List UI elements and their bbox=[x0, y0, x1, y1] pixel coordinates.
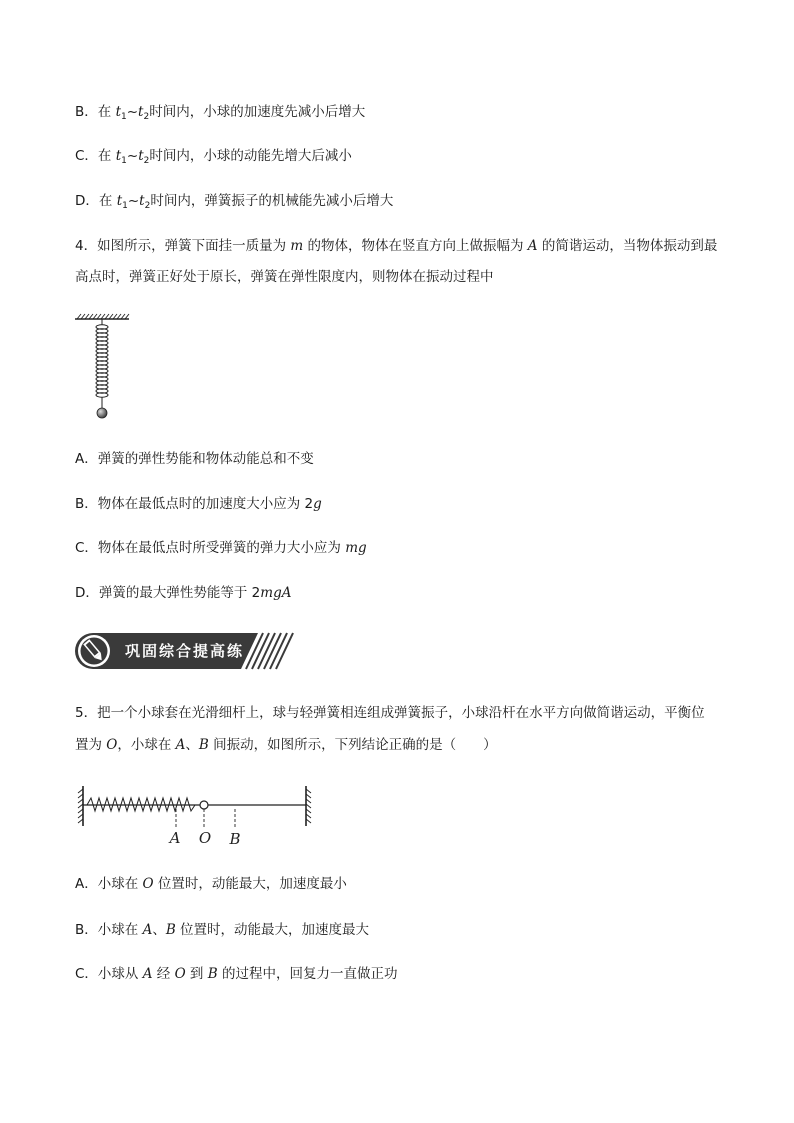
option-text: 时间内，弹簧振子的机械能先减小后增大 bbox=[150, 193, 394, 209]
q5-stem-line2 bbox=[75, 735, 497, 755]
var-a: A bbox=[527, 238, 538, 254]
var-t: t bbox=[138, 148, 144, 164]
subscript: 2 bbox=[144, 201, 151, 211]
option-text: 时间内，小球的动能先增大后减小 bbox=[149, 148, 352, 164]
option-text: 位置时，动能最大，加速度最小 bbox=[153, 876, 347, 892]
var-o: O bbox=[142, 876, 154, 892]
q4-stem-line1 bbox=[75, 236, 717, 256]
left-wall bbox=[78, 786, 83, 826]
var-a: A bbox=[142, 966, 153, 982]
q4-stem-line2: 高点时，弹簧正好处于原长，弹簧在弹性限度内，则物体在振动过程中 bbox=[75, 269, 494, 285]
option-text: 经 bbox=[152, 966, 175, 982]
stem-text: 4．如图所示，弹簧下面挂一质量为 bbox=[75, 238, 291, 254]
q3-option-d bbox=[75, 191, 393, 211]
q3-option-c bbox=[75, 146, 352, 166]
q4-option-a: A．弹簧的弹性势能和物体动能总和不变 bbox=[75, 451, 314, 467]
q4-option-c bbox=[75, 538, 367, 558]
q3-option-b bbox=[75, 102, 365, 122]
stem-text: 置为 bbox=[75, 737, 107, 753]
range-dash: ~ bbox=[126, 104, 139, 120]
option-text: 时间内，小球的加速度先减小后增大 bbox=[149, 104, 366, 120]
range-dash: ~ bbox=[127, 193, 140, 209]
range-dash: ~ bbox=[126, 148, 139, 164]
var-t: t bbox=[116, 193, 123, 209]
option-text: C．物体在最低点时所受弹簧的弹力大小应为 bbox=[75, 540, 346, 556]
q5-option-c bbox=[75, 964, 397, 984]
q5-option-a bbox=[75, 874, 347, 894]
hanging-mass-ball bbox=[97, 408, 107, 418]
subscript: 2 bbox=[143, 112, 150, 122]
option-text: B．在 bbox=[75, 104, 116, 120]
stem-text: 的物体，物体在竖直方向上做振幅为 bbox=[303, 238, 528, 254]
var-mga: mgA bbox=[260, 585, 292, 601]
var-mg: mg bbox=[345, 540, 367, 556]
var-b: B bbox=[207, 966, 218, 982]
label-b: B bbox=[229, 830, 241, 848]
q4-option-d bbox=[75, 583, 291, 603]
q4-option-b bbox=[75, 494, 322, 514]
var-b: B bbox=[165, 922, 176, 938]
vertical-spring bbox=[96, 319, 108, 408]
var-t: t bbox=[115, 104, 121, 120]
var-t: t bbox=[138, 104, 144, 120]
option-text: A．小球在 bbox=[75, 876, 143, 892]
stem-text: 、 bbox=[185, 737, 199, 753]
option-text: B．物体在最低点时的加速度大小应为 2 bbox=[75, 496, 314, 512]
banner-title: 巩固综合提高练 bbox=[125, 642, 245, 660]
option-text: 位置时，动能最大，加速度最大 bbox=[175, 922, 370, 938]
subscript: 1 bbox=[121, 112, 127, 122]
q5-stem-line1: 5．把一个小球套在光滑细杆上，球与轻弹簧相连组成弹簧振子，小球沿杆在水平方向做简谐运动，平衡位 bbox=[75, 705, 705, 721]
option-text: C．在 bbox=[75, 148, 116, 164]
hanging-spring-figure bbox=[72, 312, 132, 424]
var-o: O bbox=[106, 737, 118, 753]
stem-text: 的简谐运动，当物体振动到最 bbox=[537, 238, 718, 254]
var-a: A bbox=[175, 737, 186, 753]
var-t: t bbox=[139, 193, 145, 209]
option-text: D．弹簧的最大弹性势能等于 2 bbox=[75, 585, 261, 601]
stem-text: ，小球在 bbox=[117, 737, 176, 753]
label-a: A bbox=[169, 829, 181, 847]
subscript: 1 bbox=[121, 156, 127, 166]
horizontal-spring-oscillator-figure bbox=[72, 780, 322, 850]
var-b: B bbox=[198, 737, 209, 753]
var-a: A bbox=[142, 922, 153, 938]
subscript: 1 bbox=[122, 201, 128, 211]
option-text: D．在 bbox=[75, 193, 117, 209]
ceiling-support bbox=[75, 314, 129, 319]
var-t: t bbox=[115, 148, 122, 164]
stem-text: 间振动，如图所示，下列结论正确的是（ ） bbox=[208, 737, 497, 753]
oscillator-ball bbox=[200, 801, 208, 809]
option-text: C．小球从 bbox=[75, 966, 143, 982]
var-m: m bbox=[290, 238, 304, 254]
section-banner bbox=[73, 630, 298, 672]
option-text: 、 bbox=[152, 922, 166, 938]
subscript: 2 bbox=[143, 156, 150, 166]
option-text: B．小球在 bbox=[75, 922, 143, 938]
option-text: 到 bbox=[185, 966, 208, 982]
option-text: 的过程中，回复力一直做正功 bbox=[217, 966, 398, 982]
label-o: O bbox=[198, 829, 212, 847]
var-o: O bbox=[174, 966, 186, 982]
right-wall bbox=[306, 786, 311, 826]
q5-option-b bbox=[75, 920, 369, 940]
var-g: g bbox=[313, 496, 322, 512]
